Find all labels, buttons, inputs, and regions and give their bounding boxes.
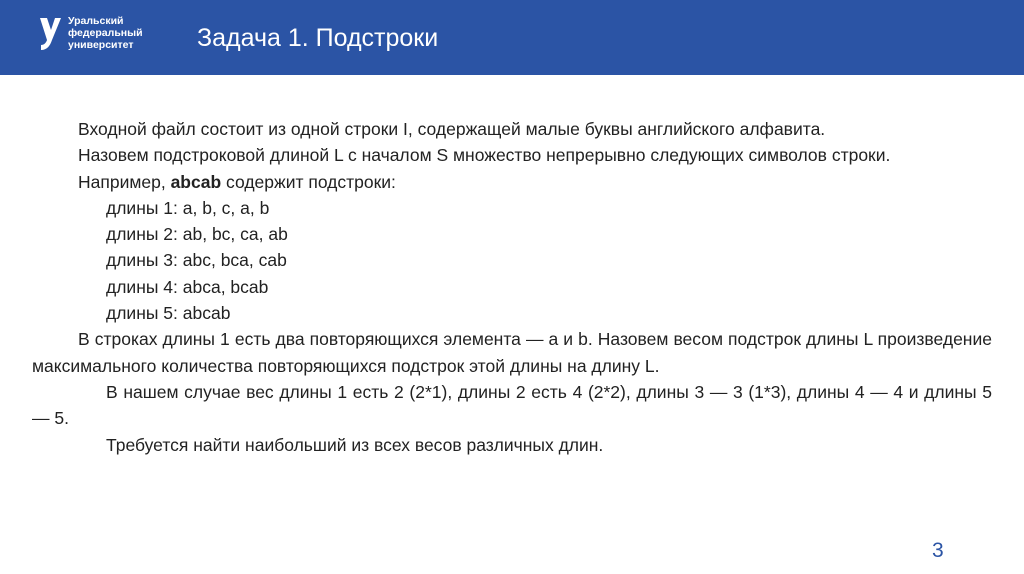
length-line: длины 5: abcab (106, 303, 231, 324)
length-line: длины 4: abca, bcab (106, 276, 269, 297)
slide-body (32, 116, 992, 458)
urfu-logo-icon (37, 16, 63, 52)
length-line: длины 2: ab, bc, ca, ab (106, 224, 288, 245)
length-line: длины 1: a, b, c, a, b (106, 197, 270, 218)
paragraph-weight-definition: В строках длины 1 есть два повторяющихся элемента — a и b. Назовем весом подстрок длины L произведение максимального количества повторяющихся подстрок этой длины на длину L. (32, 329, 992, 376)
example-word: abcab (170, 171, 222, 192)
paragraph-definition: Назовем подстроковой длиной L с началом S множество непрерывно следующих символов строки. (78, 145, 891, 166)
logo-line: федеральный (68, 27, 143, 39)
paragraph-input: Входной файл состоит из одной строки I, содержащей малые буквы английского алфавита. (78, 119, 826, 139)
paragraph-example (32, 169, 992, 195)
logo-line: Уральский (68, 15, 124, 27)
example-prefix: Например, (78, 171, 171, 192)
paragraph-weight-example: В нашем случае вес длины 1 есть 2 (2*1), длины 2 есть 4 (2*2), длины 3 — 3 (1*3), длины 4 — 4 и длины 5 — 5. (32, 381, 992, 429)
page-number: 3 (932, 539, 944, 562)
logo-line: университет (68, 39, 134, 51)
header-bar (0, 0, 1024, 75)
logo-text (68, 15, 143, 51)
university-logo (37, 14, 149, 54)
length-line: длины 3: abc, bca, cab (106, 250, 287, 271)
example-suffix: содержит подстроки: (221, 171, 396, 192)
slide-title: Задача 1. Подстроки (197, 24, 439, 52)
paragraph-task: Требуется найти наибольший из всех весов различных длин. (106, 434, 604, 455)
